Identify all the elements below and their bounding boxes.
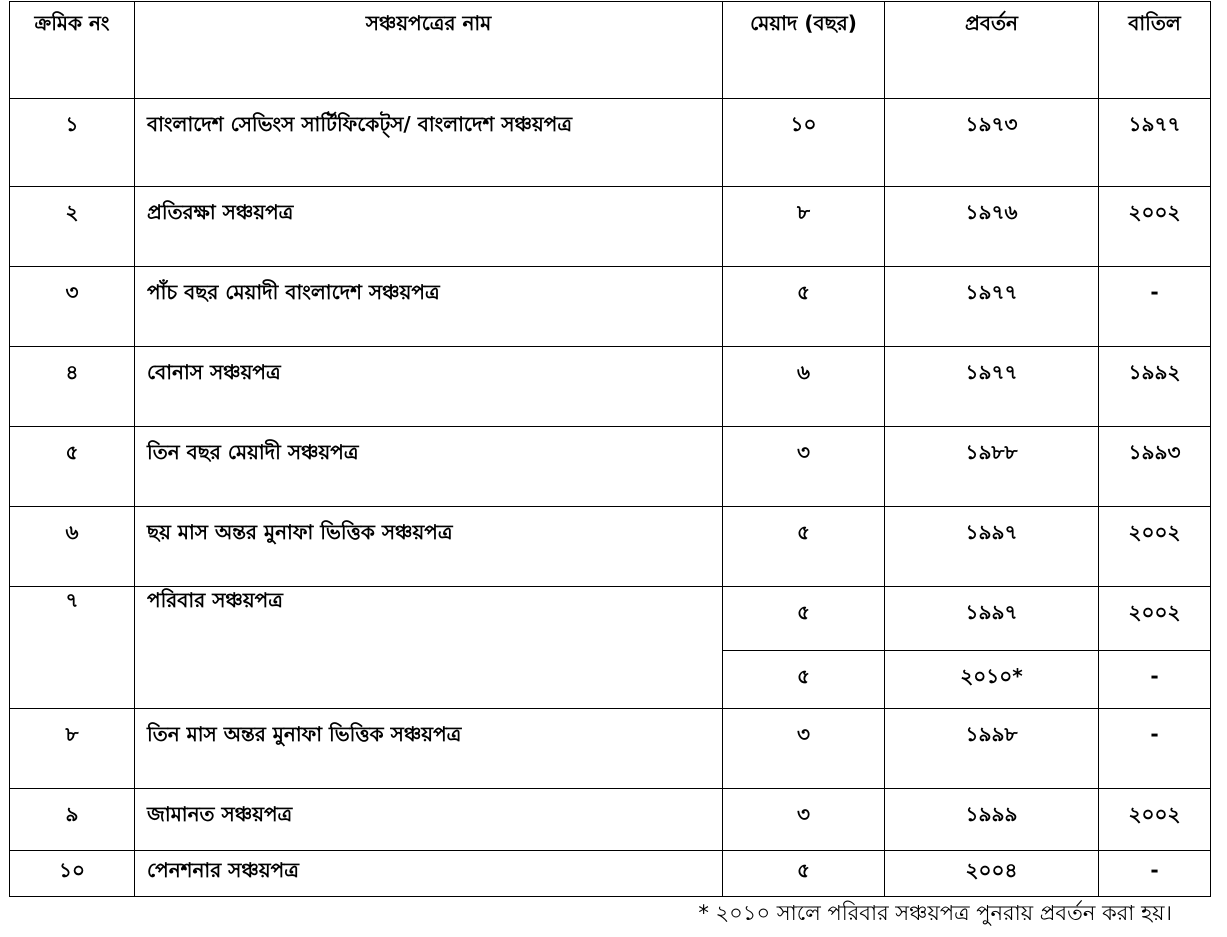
serial-cell: ৪ — [10, 347, 135, 427]
name-cell: পাঁচ বছর মেয়াদী বাংলাদেশ সঞ্চয়পত্র — [135, 267, 723, 347]
table-row — [10, 99, 1211, 187]
table-row — [10, 347, 1211, 427]
abolished-cell: ১৯৯২ — [1099, 347, 1211, 427]
name-cell: বোনাস সঞ্চয়পত্র — [135, 347, 723, 427]
abolished-cell: ২০০২ — [1099, 187, 1211, 267]
name-cell: প্রতিরক্ষা সঞ্চয়পত্র — [135, 187, 723, 267]
introduced-cell: ১৯৭৭ — [885, 267, 1099, 347]
table-row — [10, 587, 1211, 651]
tenure-cell: ৫ — [723, 851, 885, 897]
introduced-cell: ২০০৪ — [885, 851, 1099, 897]
serial-cell: ১ — [10, 99, 135, 187]
tenure-cell: ৫ — [723, 507, 885, 587]
table-row — [10, 709, 1211, 789]
abolished-cell: ২০০২ — [1099, 789, 1211, 851]
serial-cell: ৭ — [10, 587, 135, 709]
serial-cell: ৫ — [10, 427, 135, 507]
name-cell: জামানত সঞ্চয়পত্র — [135, 789, 723, 851]
header-abolished: বাতিল — [1099, 2, 1211, 99]
serial-cell: ১০ — [10, 851, 135, 897]
abolished-cell: - — [1099, 267, 1211, 347]
introduced-cell: ১৯৯৭ — [885, 507, 1099, 587]
abolished-cell: ২০০২ — [1099, 507, 1211, 587]
header-tenure: মেয়াদ (বছর) — [723, 2, 885, 99]
header-name: সঞ্চয়পত্রের নাম — [135, 2, 723, 99]
abolished-cell: - — [1099, 709, 1211, 789]
table-row — [10, 427, 1211, 507]
name-cell: বাংলাদেশ সেভিংস সার্টিফিকেট্স/ বাংলাদেশ সঞ্চয়পত্র — [135, 99, 723, 187]
abolished-cell: ২০০২ — [1099, 587, 1211, 651]
footnote: * ২০১০ সালে পরিবার সঞ্চয়পত্র পুনরায় প্রবর্তন করা হয়। — [698, 901, 1172, 925]
table-row — [10, 789, 1211, 851]
tenure-cell: ৫ — [723, 651, 885, 709]
abolished-cell: ১৯৯৩ — [1099, 427, 1211, 507]
tenure-cell: ৩ — [723, 789, 885, 851]
name-cell: তিন বছর মেয়াদী সঞ্চয়পত্র — [135, 427, 723, 507]
table-row — [10, 267, 1211, 347]
tenure-cell: ৮ — [723, 187, 885, 267]
serial-cell: ৩ — [10, 267, 135, 347]
name-cell: ছয় মাস অন্তর মুনাফা ভিত্তিক সঞ্চয়পত্র — [135, 507, 723, 587]
table-row — [10, 187, 1211, 267]
table-row — [10, 507, 1211, 587]
tenure-cell: ৬ — [723, 347, 885, 427]
introduced-cell: ১৯৮৮ — [885, 427, 1099, 507]
header-serial: ক্রমিক নং — [10, 2, 135, 99]
table-row — [10, 851, 1211, 897]
serial-cell: ৬ — [10, 507, 135, 587]
serial-cell: ৯ — [10, 789, 135, 851]
header-introduced: প্রবর্তন — [885, 2, 1099, 99]
introduced-cell: ২০১০* — [885, 651, 1099, 709]
introduced-cell: ১৯৭৩ — [885, 99, 1099, 187]
abolished-cell: - — [1099, 851, 1211, 897]
tenure-cell: ৫ — [723, 587, 885, 651]
introduced-cell: ১৯৯৯ — [885, 789, 1099, 851]
header-row — [10, 2, 1211, 99]
tenure-cell: ১০ — [723, 99, 885, 187]
introduced-cell: ১৯৭৭ — [885, 347, 1099, 427]
tenure-cell: ৩ — [723, 427, 885, 507]
introduced-cell: ১৯৯৭ — [885, 587, 1099, 651]
name-cell: পেনশনার সঞ্চয়পত্র — [135, 851, 723, 897]
name-cell: পরিবার সঞ্চয়পত্র — [135, 587, 723, 709]
abolished-cell: ১৯৭৭ — [1099, 99, 1211, 187]
tenure-cell: ৩ — [723, 709, 885, 789]
serial-cell: ২ — [10, 187, 135, 267]
savings-certificate-table — [9, 1, 1211, 897]
abolished-cell: - — [1099, 651, 1211, 709]
introduced-cell: ১৯৭৬ — [885, 187, 1099, 267]
tenure-cell: ৫ — [723, 267, 885, 347]
introduced-cell: ১৯৯৮ — [885, 709, 1099, 789]
serial-cell: ৮ — [10, 709, 135, 789]
name-cell: তিন মাস অন্তর মুনাফা ভিত্তিক সঞ্চয়পত্র — [135, 709, 723, 789]
